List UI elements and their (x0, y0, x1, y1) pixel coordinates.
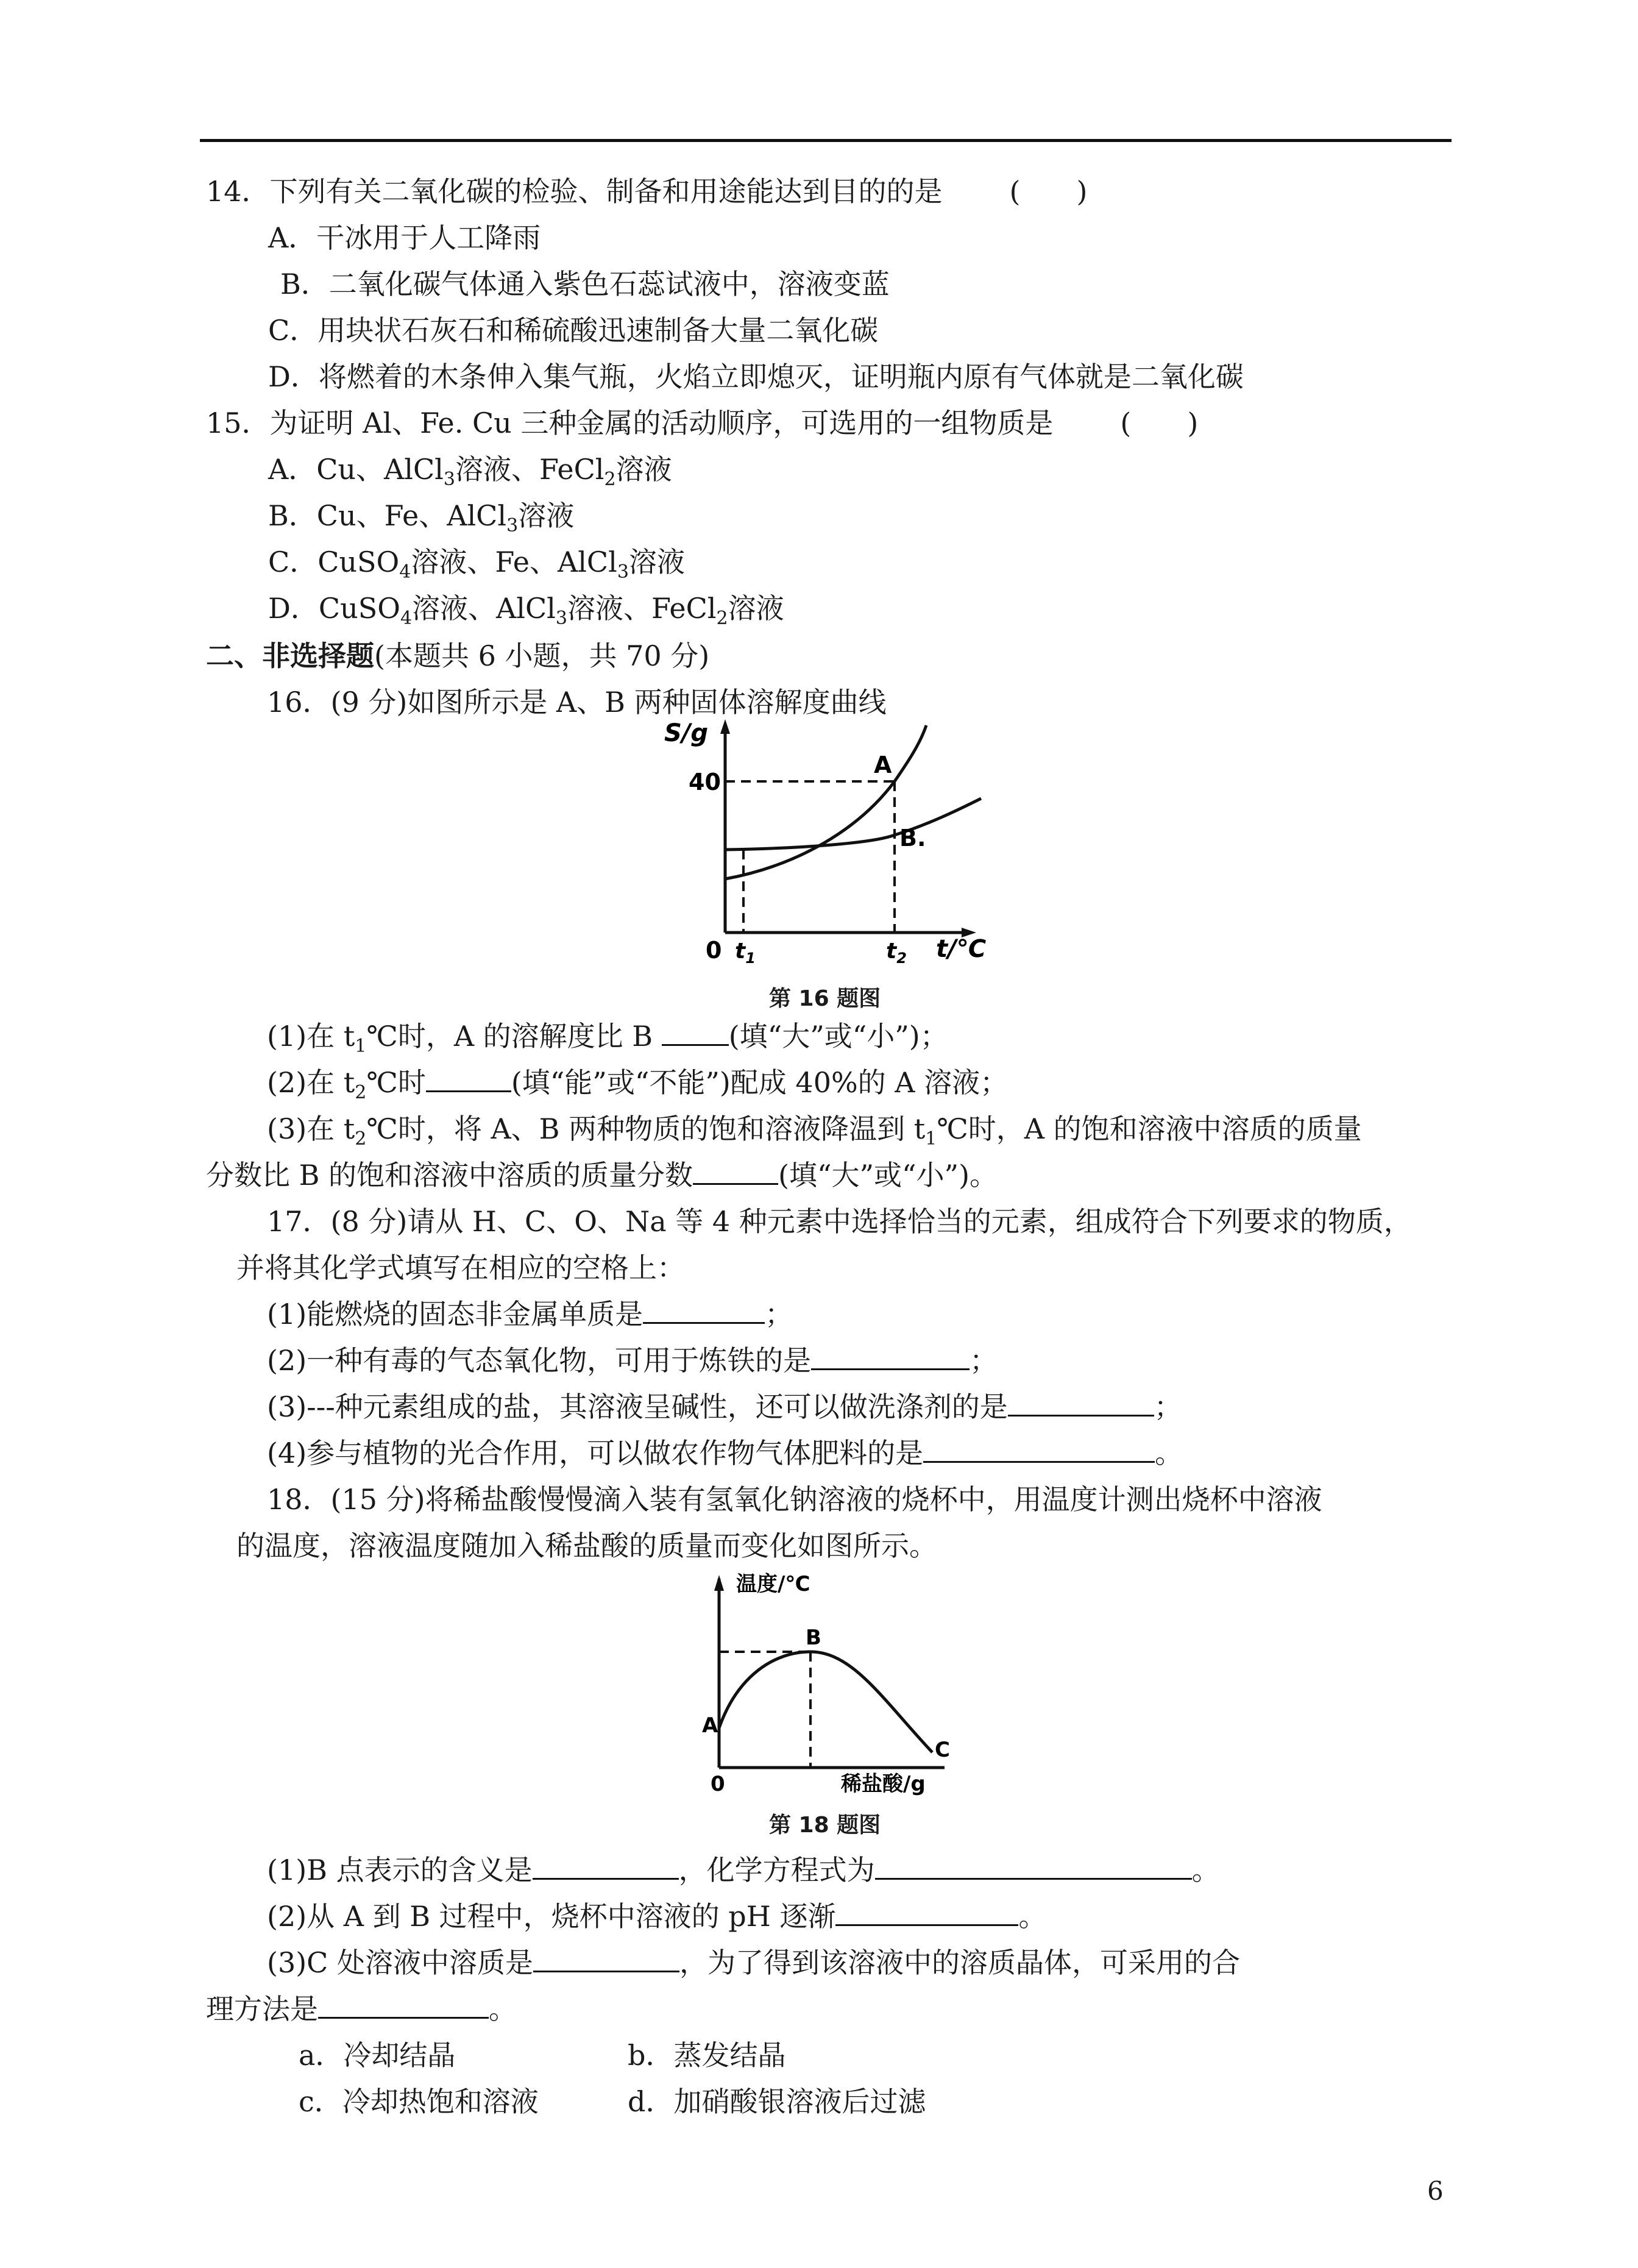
curve-a (725, 725, 926, 879)
temperature-curve (719, 1652, 932, 1752)
q15-option-b: B．Cu、Fe、AlCl$_3$溶液 (268, 499, 575, 537)
q14-option-d: D．将燃着的木条伸入集气瓶，火焰立即熄灭，证明瓶内原有气体就是二氧化碳 (268, 360, 1244, 393)
point-b-label: B (806, 1626, 821, 1650)
q17-part-4: (4)参与植物的光合作用，可以做农作物气体肥料的是 。 (267, 1437, 1183, 1470)
q17-part-3: (3)---种元素组成的盐，其溶液呈碱性，还可以做洗涤剂的是 ； (267, 1390, 1182, 1423)
q15-option-d: D．CuSO$_4$溶液、AlCl$_3$溶液、FeCl$_2$溶液 (268, 592, 784, 630)
q15-option-c: C．CuSO$_4$溶液、Fe、AlCl$_3$溶液 (268, 546, 685, 583)
q17-part-1: (1)能燃烧的固态非金属单质是 ； (267, 1298, 793, 1331)
point-b-label: B. (899, 825, 926, 851)
q14-option-a: A．干冰用于人工降雨 (268, 221, 541, 254)
q16-part-3a: (3)在 $t_2℃$时，将 A、B 两种物质的饱和溶液降温到 $t_1℃$时，A 的饱和溶液中溶质的质量 (267, 1112, 1362, 1150)
q16-part-1: (1)在 $t_1℃$时，A 的溶解度比 B (填“大”或“小”)； (267, 1020, 948, 1058)
q15-option-a: A．Cu、AlCl$_3$溶液、FeCl$_2$溶液 (268, 453, 672, 491)
q18-figure-caption: 第 18 题图 (769, 1813, 881, 1838)
y-axis-label: 温度/℃ (736, 1572, 810, 1596)
top-rule (200, 139, 1452, 142)
q18-part-1: (1)B 点表示的含义是 ，化学方程式为 。 (267, 1854, 1220, 1886)
q18-option-c: c．冷却热饱和溶液 (299, 2085, 539, 2118)
q16-figure-caption: 第 16 题图 (769, 986, 881, 1011)
q17-stem-1: 17．(8 分)请从 H、C、O、Na 等 4 种元素中选择恰当的元素，组成符合下列要求的物质， (267, 1205, 1412, 1238)
q18-stem-1: 18．(15 分)将稀盐酸慢慢滴入装有氢氧化钠溶液的烧杯中，用温度计测出烧杯中溶液 (267, 1483, 1322, 1516)
q16-part-3b: 分数比 B 的饱和溶液中溶质的质量分数 (填“大”或“小”)。 (206, 1159, 998, 1192)
q15-stem: 15．为证明 Al、Fe. Cu 三种金属的活动顺序，可选用的一组物质是 ( ) (206, 407, 1199, 439)
q18-option-d: d．加硝酸银溶液后过滤 (628, 2085, 926, 2118)
q14-stem: 14．下列有关二氧化碳的检验、制备和用途能达到目的的是 ( ) (206, 175, 1088, 208)
q17-stem-2: 并将其化学式填写在相应的空格上： (236, 1251, 685, 1284)
t2-label: $t_2$ (886, 939, 907, 967)
origin-label: 0 (706, 937, 722, 964)
point-c-label: C (935, 1738, 950, 1762)
x-axis-label: 稀盐酸/g (841, 1772, 926, 1796)
y-tick-40: 40 (689, 769, 721, 795)
q16-stem: 16．(9 分)如图所示是 A、B 两种固体溶解度曲线 (267, 686, 887, 719)
q18-option-a: a．冷却结晶 (299, 2039, 456, 2072)
q16-solubility-chart (615, 713, 1005, 969)
q18-part-2: (2)从 A 到 B 过程中，烧杯中溶液的 pH 逐渐 。 (267, 1900, 1047, 1933)
q14-option-c: C．用块状石灰石和稀硫酸迅速制备大量二氧化碳 (268, 314, 879, 347)
y-axis-label: S/g (664, 719, 709, 747)
origin-label: 0 (711, 1772, 725, 1796)
x-axis-label: t/℃ (936, 935, 987, 963)
q18-stem-2: 的温度，溶液温度随加入稀盐酸的质量而变化如图所示。 (236, 1529, 937, 1562)
q18-temperature-chart (689, 1566, 981, 1798)
section-2-heading: 二、非选择题(本题共 6 小题，共 70 分) (206, 639, 710, 672)
q18-part-3a: (3)C 处溶液中溶质是 ，为了得到该溶液中的溶质晶体，可采用的合 (267, 1946, 1240, 1979)
q18-option-b: b．蒸发结晶 (628, 2039, 786, 2072)
q14-option-b: B．二氧化碳气体通入紫色石蕊试液中，溶液变蓝 (280, 268, 890, 300)
q18-part-3b: 理方法是 。 (206, 1992, 517, 2025)
t1-label: $t_1$ (735, 939, 756, 967)
q17-part-2: (2)一种有毒的气态氧化物，可用于炼铁的是 ； (267, 1344, 998, 1377)
point-a-label: A (702, 1713, 718, 1738)
point-a-label: A (874, 752, 892, 778)
q16-part-2: (2)在 $t_2℃$时 (填“能”或“不能”)配成 40%的 A 溶液； (267, 1066, 1009, 1104)
page-number: 6 (1427, 2176, 1444, 2206)
